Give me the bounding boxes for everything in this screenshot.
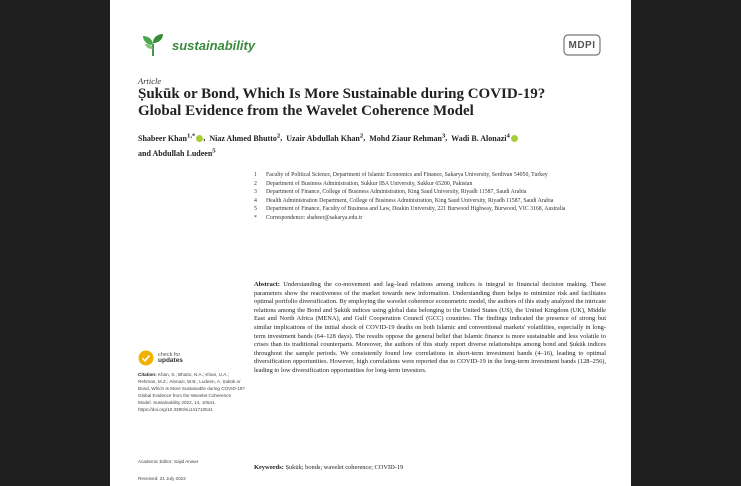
article-type: Article [138,76,162,86]
author[interactable]: Shabeer Khan$^{1,*}$ [138,134,203,143]
citation-text: Khan, S.; Bhutto, N.A.; Khan, U.A.; Rehman, M.Z.; Alonazi, W.B.; Ludeen, A. Ṣukūk or Bond, Which Is More Sustainable during COVID-19? Global Evidence from the Wavelet Coherence Model. Sustainability 2022, 14, 10541. https://doi.org/10.3390/su141710541 [138,372,245,412]
affiliations [254,172,594,224]
paper-title [138,86,618,119]
orcid-icon[interactable] [196,135,203,142]
title-line: Ṣukūk or Bond, Which Is More Sustainable during COVID-19? [138,86,546,102]
title-line: Global Evidence from the Wavelet Coherence Model [138,102,474,119]
author-list: Shabeer Khan$^{1,*}$ , Niaz Ahmed Bhutto$^2$, Uzair Abdullah Khan$^2$, Mohd Ziaur Rehman$^3$, Wadi B. Alonazi$^4$ and Abdullah Ludeen$^5$ [138,129,618,160]
abstract-text: Understanding the co-movement and lag–lead relations among indices is integral to financial decision making. These parameters show the reactiveness of the market towards new information. Understanding them helps to minimize risk and facilitates optimal portfolio diversification. By employing the wavelet coherence econometric model, the authors of this study analyzed the intricate relations among the Bond and Ṣukūk indices using global data belonging to the United States (US), the United Kingdom (UK), Middle East and North Africa (MENA), and Gulf Cooperation Council (GCC) countries. The findings indicated the presence of strong but similar implications of the initial shock of COVID-19 deaths on both Islamic and conventional markets' volatilities, especially in long-term investment bands (64–128 days). The results oppose the general belief that Islamic finance is more sustainable and less volatile to crises than its traditional counterparts. Moreover, the authors of this study report diverse relationships among bond and Ṣukūk indices throughout the sample periods. We consistently found low correlations in short-term investment bands (4–16), leading to optimal diversification opportunities. However, high correlations were reported due to COVID-19 in the long-term investment bands (128–256), leading to low diversification opportunities for long-term investors. [254,281,606,374]
author[interactable]: Wadi B. Alonazi$^4$ [451,134,518,143]
author[interactable]: Mohd Ziaur Rehman$^3$ [369,132,446,143]
author[interactable]: and Abdullah Ludeen$^5$ [138,147,216,159]
paper-page [110,0,631,486]
affiliation: 5 Department of Finance, Faculty of Business and Law, Deakin University, 221 Burwood Highway, Burwood, VIC 3168, Australia [254,206,566,213]
affiliation: 2 Department of Business Administration, Sukkur IBA University, Sukkur 65200, Pakistan [254,180,473,187]
keywords-text: Ṣukūk; bonds; wavelet coherence; COVID-19 [285,464,404,471]
check-updates-line2: updates [158,357,183,364]
author[interactable]: Niaz Ahmed Bhutto$^2$ [209,132,281,143]
correspondence: * Correspondence: shabeer@sakarya.edu.tr [254,214,363,221]
journal-name: sustainability [172,37,256,53]
orcid-icon[interactable] [511,135,518,142]
journal-logo [140,32,255,58]
received-date: Received: 21 July 2022 [138,476,186,481]
publisher-logo [563,34,601,56]
leaf-icon [140,32,166,58]
check-updates-line1: check for [158,351,181,358]
affiliation: 3 Department of Finance, College of Business Administration, King Saud University, Riyadh 11587, Saudi Arabia [254,189,527,196]
check-for-updates-badge[interactable] [138,350,183,366]
keywords-label: Keywords: [254,464,284,471]
affiliation: 4 Health Administration Department, College of Business Administration, King Saud University, Riyadh 11587, Saudi Arabia [254,197,554,204]
affiliation: 1 Faculty of Political Science, Department of Islamic Economics and Finance, Sakarya University, Serdivan 54050, Turkey [254,172,548,178]
author[interactable]: Uzair Abdullah Khan$^2$ [286,132,364,143]
abstract-label: Abstract: [254,281,280,288]
publisher-name: MDPI [568,39,596,51]
academic-editor: Academic Editor: Sajid Anwar [138,459,199,464]
check-updates-icon [138,350,154,366]
citation [138,372,246,413]
citation-label: Citation: [138,372,157,377]
abstract [254,281,606,376]
keywords [254,464,606,471]
